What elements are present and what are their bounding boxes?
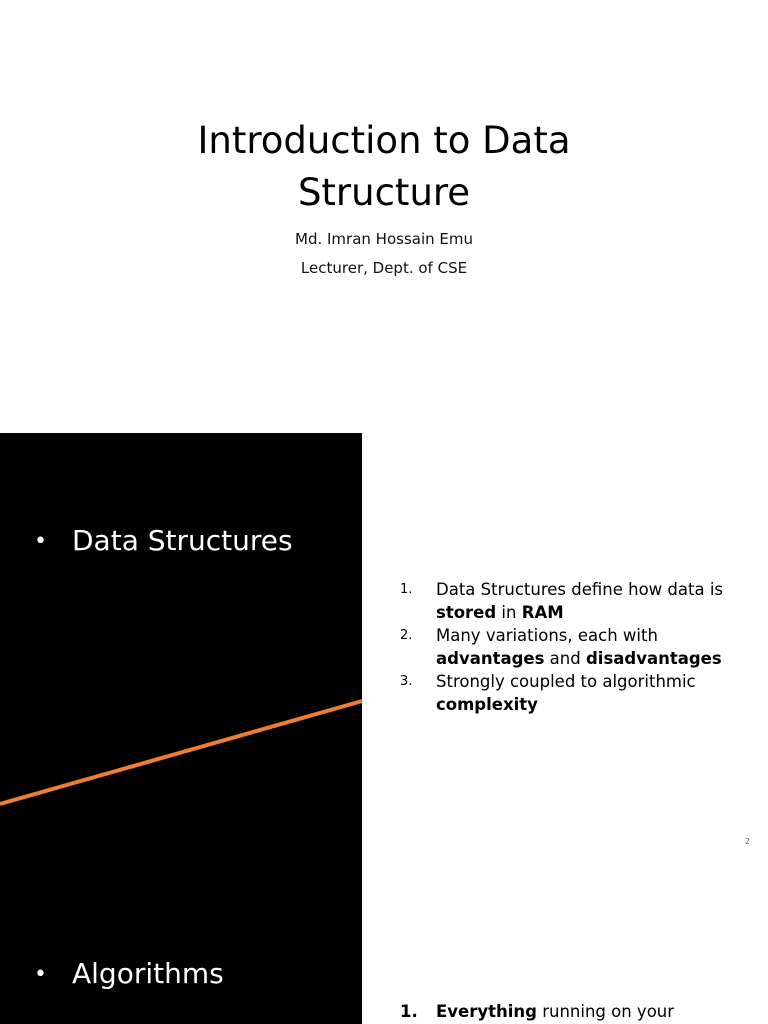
bullet-icon: •	[34, 962, 47, 987]
list-number: 2.	[400, 628, 413, 643]
data-structures-list	[400, 578, 740, 716]
bullet-label: Data Structures	[72, 524, 293, 557]
title-slide	[0, 0, 768, 433]
author-position: Lecturer, Dept. of CSE	[300, 259, 468, 277]
list-text: Many variations, each with	[436, 626, 658, 645]
bullet-algorithms	[34, 956, 224, 993]
list-number: 1.	[400, 582, 413, 597]
list-text: in	[496, 603, 522, 622]
content-slide	[0, 433, 768, 1024]
list-bold-text: advantages	[436, 649, 545, 668]
page-number: 2	[744, 837, 750, 846]
algorithms-list	[400, 1000, 740, 1023]
bullet-icon: •	[34, 529, 47, 554]
bullet-label: Algorithms	[72, 957, 224, 990]
author-name: Md. Imran Hossain Emu	[295, 230, 473, 248]
accent-line-stroke	[0, 701, 362, 804]
list-number: 1.	[400, 1002, 418, 1021]
slide-title	[84, 115, 684, 219]
list-text: running on your	[536, 1002, 675, 1021]
list-bold-text: Everything	[436, 1002, 537, 1021]
list-item	[400, 624, 740, 670]
list-text: Data Structures define how data is	[436, 580, 723, 599]
list-item	[400, 1000, 740, 1023]
dark-panel	[0, 433, 362, 1024]
list-number: 3.	[400, 674, 413, 689]
list-bold-text: RAM	[521, 603, 564, 622]
list-text: and	[544, 649, 586, 668]
list-item	[400, 578, 740, 624]
list-bold-text: stored	[436, 603, 497, 622]
list-bold-text: complexity	[436, 695, 538, 714]
list-bold-text: disadvantages	[585, 649, 722, 668]
accent-line	[0, 433, 362, 1024]
slide-title-line2: Structure	[297, 171, 471, 214]
list-text: Strongly coupled to algorithmic	[436, 672, 696, 691]
slide-title-line1: Introduction to Data	[197, 119, 571, 162]
list-item	[400, 670, 740, 716]
